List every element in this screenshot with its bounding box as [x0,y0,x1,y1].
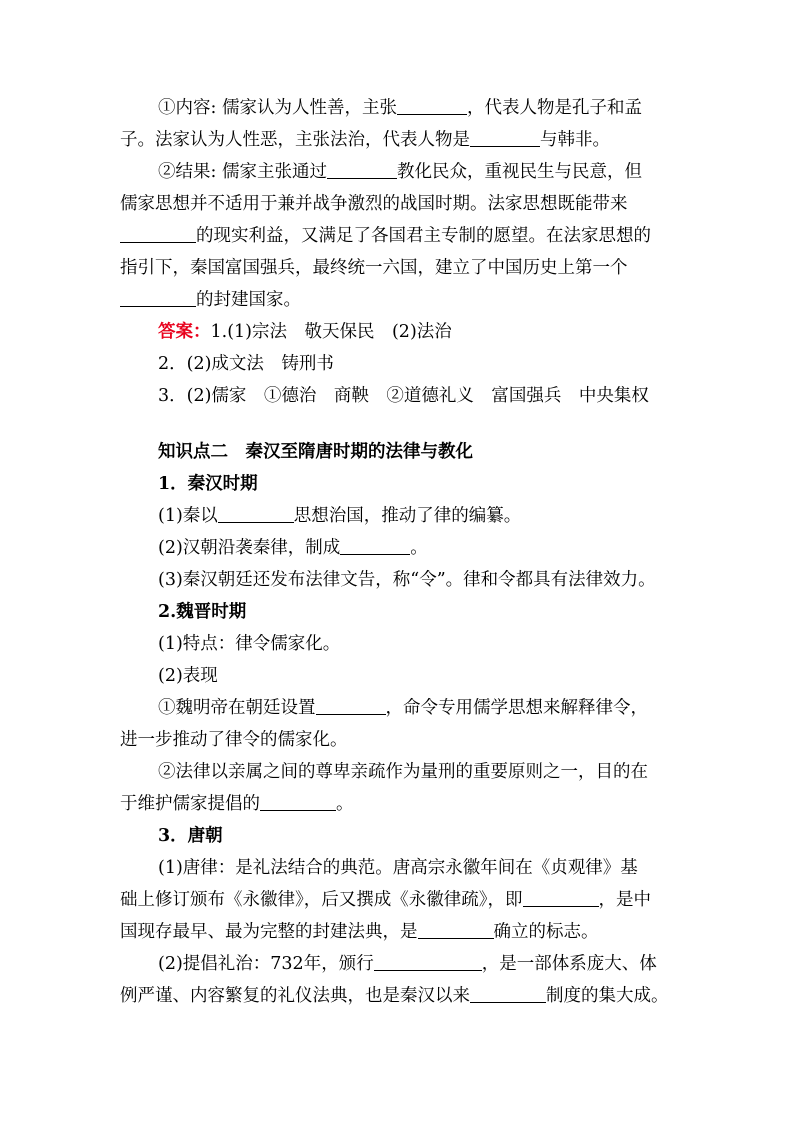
answer-label: 答案： [158,322,211,342]
fill-blank [418,918,494,939]
text-line: (1)唐律：是礼法结合的典范。唐高宗永徽年间在《贞观律》基 [158,858,638,878]
section-title: 知识点二 秦汉至隋唐时期的法律与教化 [158,442,473,462]
fill-blank [340,534,410,555]
text-line: ②结果: 儒家主张通过 教化民众，重视民生与民意，但 [158,156,676,188]
fill-blank [397,94,467,115]
fill-blank [523,886,599,907]
fill-blank [470,126,540,147]
text-line: (2)汉朝沿袭秦律，制成 。 [158,532,676,564]
text-line: 子。法家认为人性恶，主张法治，代表人物是 与韩非。 [120,124,676,156]
fill-blank [218,502,294,523]
fill-blank [260,790,336,811]
text-line: (1)特点：律令儒家化。 [158,634,341,654]
fill-blank [374,950,482,971]
text-line: 的封建国家。 [120,284,676,316]
subsection-heading: 3．唐朝 [158,826,223,846]
text-line: 例严谨、内容繁复的礼仪法典，也是秦汉以来 制度的集大成。 [120,980,676,1012]
subsection-heading: 2.魏晋时期 [158,602,247,622]
fill-blank [316,694,386,715]
text-line: 进一步推动了律令的儒家化。 [120,730,348,750]
text-line: 于维护儒家提倡的 。 [120,788,676,820]
text-line: ②法律以亲属之间的尊卑亲疏作为量刑的重要原则之一，目的在 [158,762,648,782]
fill-blank [120,222,196,243]
text-line: 儒家思想并不适用于兼并战争激烈的战国时期。法家思想既能带来 [120,194,628,214]
subsection-heading: 1．秦汉时期 [158,474,258,494]
text-line: ①内容: 儒家认为人性善，主张 ，代表人物是孔子和孟 [158,92,676,124]
answer-line: 答案：1.(1)宗法 敬天保民 (2)法治 [158,322,452,342]
text-line: (2)表现 [158,666,218,686]
text-line: ①魏明帝在朝廷设置 ，命令专用儒学思想来解释律令， [158,692,676,724]
answer-line: 2．(2)成文法 铸刑书 [158,354,334,374]
fill-blank [327,158,397,179]
answer-line: 3．(2)儒家 ①德治 商鞅 ②道德礼义 富国强兵 中央集权 [158,386,649,406]
text-line: 础上修订颁布《永徽律》，后又撰成《永徽律疏》，即 ，是中 [120,884,676,916]
text-line: (3)秦汉朝廷还发布法律文告，称“令”。律和令都具有法律效力。 [158,570,656,590]
text-line: (1)秦以 思想治国，推动了律的编纂。 [158,500,676,532]
fill-blank [120,286,196,307]
text-line: 的现实利益，又满足了各国君主专制的愿望。在法家思想的 [120,220,676,252]
text-line: 国现存最早、最为完整的封建法典，是 确立的标志。 [120,916,676,948]
fill-blank [470,982,546,1003]
text-line: (2)提倡礼治：732年，颁行 ，是一部体系庞大、体 [158,948,676,980]
text-line: 指引下，秦国富国强兵，最终统一六国，建立了中国历史上第一个 [120,258,628,278]
